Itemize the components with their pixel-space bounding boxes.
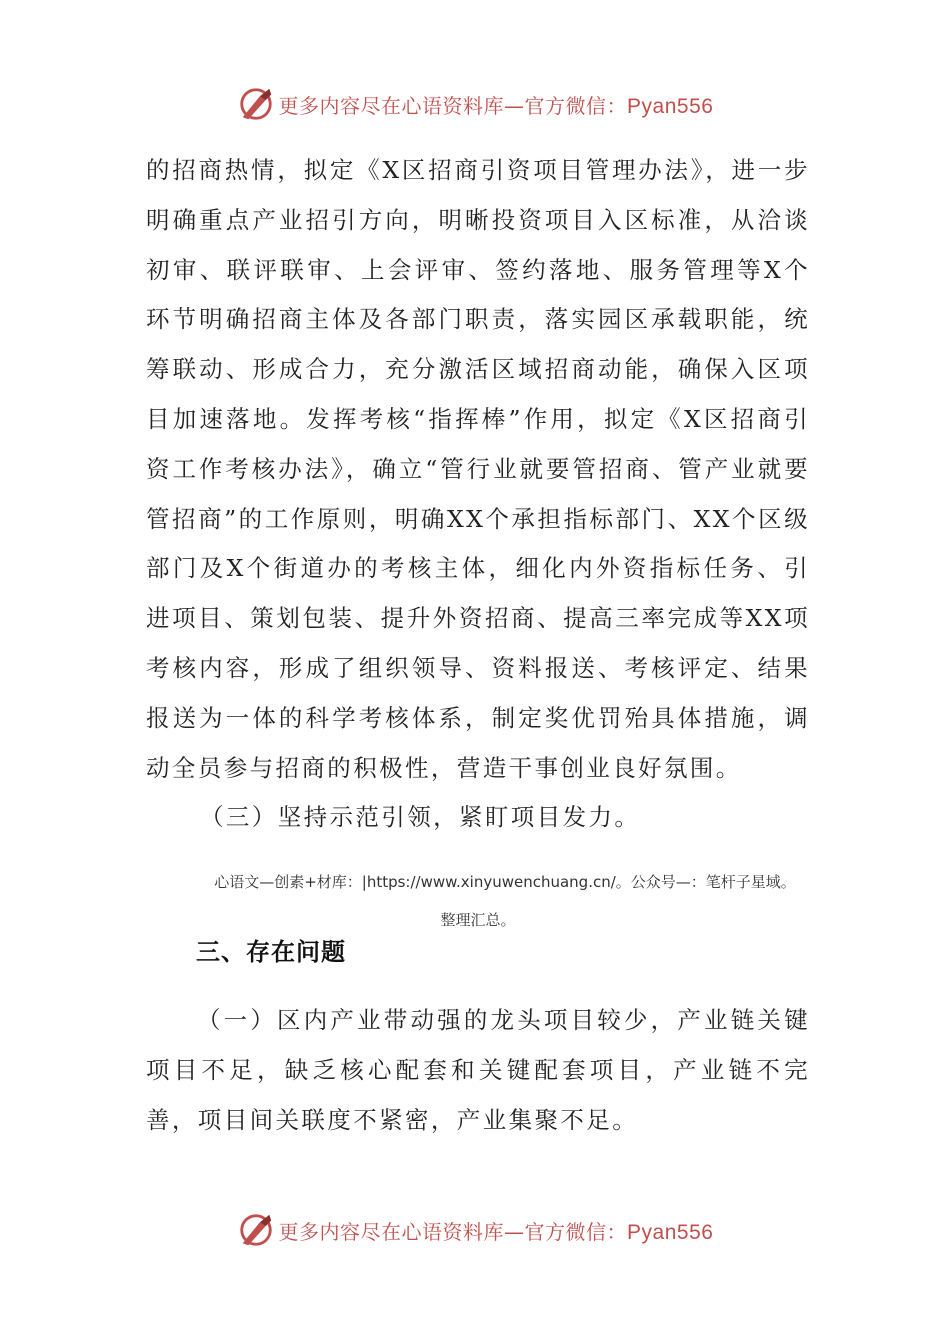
reference-line-2: 整理汇总。 [440,911,516,930]
banner-text-latin: Pyan556 [627,1220,714,1244]
pen-nib-logo-icon [237,1211,275,1249]
subheading-3: （三）坚持示范引领，紧盯项目发力。 [200,803,641,832]
document-body-2 [146,996,810,1145]
banner-text [279,90,714,119]
banner-text-cn: 更多内容尽在心语资料库—官方微信： [278,93,628,118]
footer-banner [0,1208,950,1252]
paragraph-2: （一）区内产业带动强的龙头项目较少，产业链关键项目不足，缺乏核心配套和关键配套项目，产业链不完善，项目间关联度不紧密，产业集聚不足。 [146,1006,810,1134]
paragraph-1: 的招商热情，拟定《X区招商引资项目管理办法》，进一步明确重点产业招引方向，明晰投资项目入区标准，从洽谈初审、联评联审、上会评审、签约落地、服务管理等X个环节明确招商主体及各部门职责，落实园区承载职能，统筹联动、形成合力，充分激活区域招商动能，确保入区项目加速落地。发挥考核“指挥棒”作用，拟定《X区招商引资工作考核办法》，确立“管行业就要管招商、管产业就要管招商”的工作原则，明确XX个承担指标部门、XX个区级部门及X个街道办的考核主体，细化内外资指标任务、引进项目、策划包装、提升外资招商、提高三率完成等XX项考核内容，形成了组织领导、资料报送、考核评定、结果报送为一体的科学考核体系，制定奖优罚殆具体措施，调动全员参与招商的积极性，营造干事创业良好氛围。 [146,156,810,782]
banner-text [279,1216,714,1245]
section-heading: 三、存在问题 [196,938,346,966]
banner-text-cn: 更多内容尽在心语资料库—官方微信： [278,1219,628,1244]
reference-line-1: 心语文—创素+材库：|https://www.xinyuwenchuang.cn/。公众号—：笔杆子星域。 [214,873,796,892]
banner-text-latin: Pyan556 [627,94,714,118]
pen-nib-logo-icon [237,85,275,123]
document-body [146,146,810,939]
header-banner [0,82,950,126]
